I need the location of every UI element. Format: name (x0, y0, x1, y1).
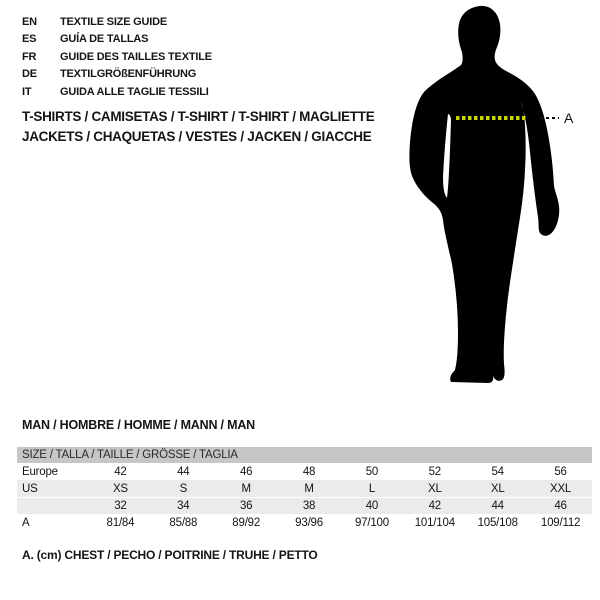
size-value: L (368, 482, 376, 495)
size-value: 44 (177, 465, 190, 478)
language-code: ES (22, 33, 37, 46)
language-title: GUÍA DE TALLAS (60, 33, 149, 46)
table-row-us (17, 480, 592, 497)
row-label: Europe (22, 465, 58, 478)
man-silhouette-shape (409, 6, 559, 383)
size-value: 46 (239, 465, 253, 478)
size-value: 101/104 (414, 516, 455, 529)
size-value: M (304, 482, 314, 495)
size-table (17, 447, 592, 531)
size-value: 50 (365, 465, 379, 478)
size-value: 85/88 (169, 516, 198, 529)
size-value: XL (427, 482, 442, 495)
language-row (22, 83, 212, 101)
language-list (22, 13, 212, 101)
language-row (22, 13, 212, 31)
size-value: XS (112, 482, 128, 495)
size-value: 54 (491, 465, 504, 478)
size-value: 46 (554, 500, 567, 512)
category-tshirts: T-SHIRTS / CAMISETAS / T-SHIRT / T-SHIRT / MAGLIETTE (22, 109, 375, 124)
category-list (22, 107, 374, 147)
language-title: GUIDE DES TAILLES TEXTILE (60, 50, 212, 63)
size-value: S (179, 482, 188, 495)
size-value: 48 (302, 465, 316, 478)
size-value: 93/96 (295, 516, 323, 529)
language-row (22, 48, 212, 66)
size-value: M (241, 482, 251, 495)
row-label: A (22, 516, 30, 529)
language-title: TEXTILE SIZE GUIDE (60, 15, 168, 28)
table-row-chest-cm (17, 514, 592, 531)
measurement-footnote: A. (cm) CHEST / PECHO / POITRINE / TRUHE / PETTO (22, 548, 318, 562)
language-code: IT (22, 85, 32, 98)
size-value: 34 (177, 500, 190, 512)
size-value: 44 (491, 500, 504, 512)
man-silhouette-figure (408, 2, 586, 400)
size-value: 109/112 (540, 516, 581, 529)
man-silhouette-svg (408, 2, 586, 400)
section-title-man: MAN / HOMBRE / HOMME / MANN / MAN (22, 418, 255, 432)
category-jackets: JACKETS / CHAQUETAS / VESTES / JACKEN / GIACCHE (22, 129, 372, 144)
language-title: GUIDA ALLE TAGLIE TESSILI (60, 85, 209, 98)
language-code: EN (22, 15, 37, 28)
size-value: 52 (428, 465, 442, 478)
size-value: 105/108 (477, 516, 518, 529)
table-row-europe (17, 463, 592, 480)
size-value: 81/84 (106, 516, 135, 529)
size-value: XL (490, 482, 505, 495)
size-value: 42 (114, 465, 127, 478)
size-value: 32 (114, 500, 127, 512)
size-table-header: SIZE / TALLA / TAILLE / GRÖSSE / TAGLIA (17, 447, 592, 463)
language-row (22, 66, 212, 84)
size-value: XXL (549, 482, 572, 495)
row-label: US (22, 482, 38, 495)
size-value: 38 (302, 500, 316, 512)
size-value: 89/92 (232, 516, 261, 529)
language-title: TEXTILGRÖßENFÜHRUNG (60, 68, 197, 81)
language-code: DE (22, 68, 37, 81)
size-value: 97/100 (354, 516, 389, 529)
measure-label-a: A (564, 110, 574, 126)
size-value: 36 (239, 500, 253, 512)
table-row-numeric (17, 497, 592, 514)
language-code: FR (22, 50, 37, 63)
language-row (22, 31, 212, 49)
size-value: 42 (428, 500, 442, 512)
size-value: 56 (554, 465, 567, 478)
size-value: 40 (365, 500, 379, 512)
